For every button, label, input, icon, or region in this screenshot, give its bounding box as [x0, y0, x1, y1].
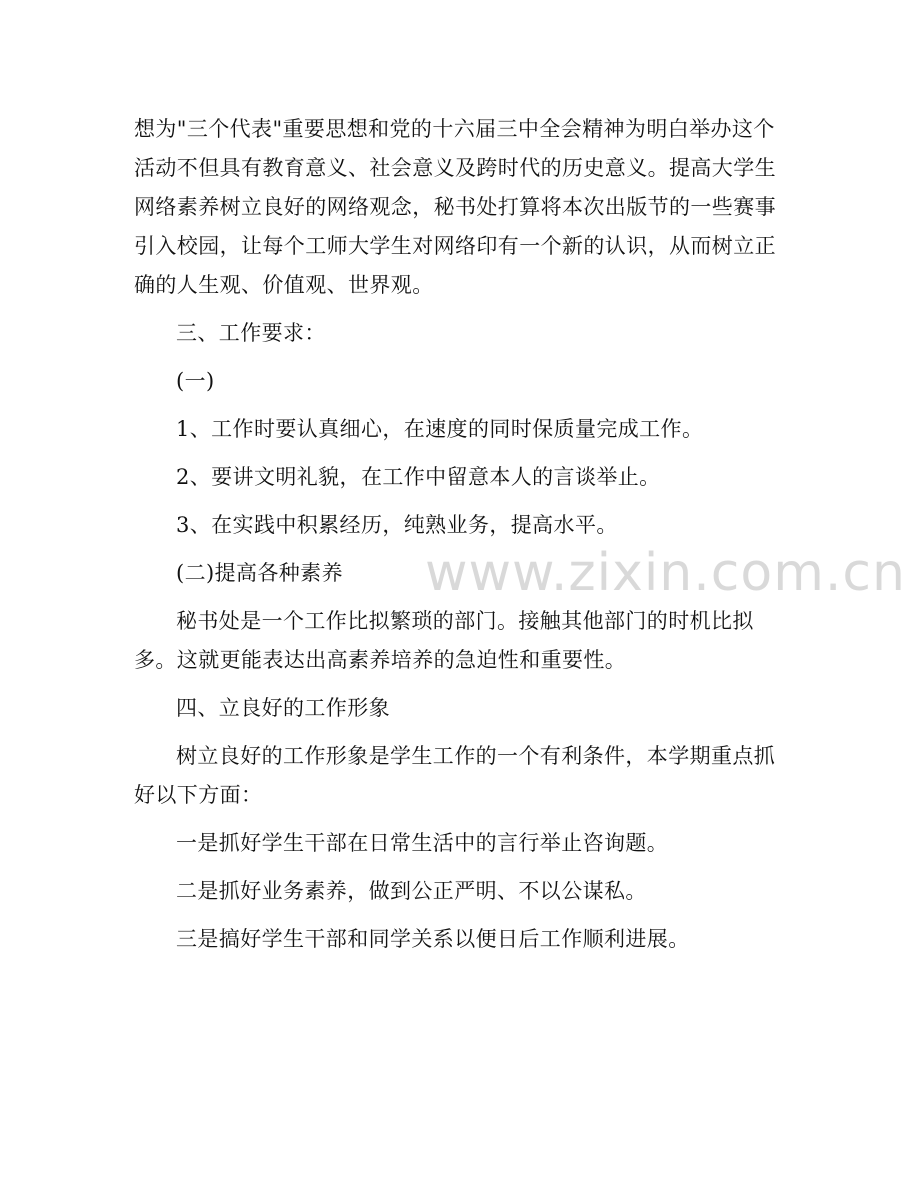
paragraph-work-image: 树立良好的工作形象是学生工作的一个有利条件，本学期重点抓好以下方面：	[134, 744, 776, 807]
document-body	[134, 110, 786, 959]
paragraph-continuation: 想为"三个代表"重要思想和党的十六届三中全会精神为明白举办这个活动不但具有教育意义、社会意义及跨时代的历史意义。提高大学生网络素养树立良好的网络观念，秘书处打算将本次出版节的一些赛事引入校园，让每个工师大学生对网络印有一个新的认识，从而树立正确的人生观、价值观、世界观。	[134, 117, 776, 297]
point-two: 二是抓好业务素养，做到公正严明、不以公谋私。	[176, 879, 647, 903]
list-item-3: 3、在实践中积累经历，纯熟业务，提高水平。	[176, 513, 618, 537]
list-item-1: 1、工作时要认真细心，在速度的同时保质量完成工作。	[176, 417, 704, 441]
point-one: 一是抓好学生干部在日常生活中的言行举止咨询题。	[176, 831, 669, 855]
subheading-two: (二)提高各种素养	[176, 561, 343, 585]
point-three: 三是搞好学生干部和同学关系以便日后工作顺利进展。	[176, 927, 690, 951]
heading-work-image: 四、立良好的工作形象	[176, 696, 390, 720]
watermark-text: www.zixin.com.cn	[425, 543, 906, 603]
heading-work-requirements: 三、工作要求：	[176, 321, 326, 345]
list-item-2: 2、要讲文明礼貌，在工作中留意本人的言谈举止。	[176, 465, 661, 489]
paragraph-secretariat: 秘书处是一个工作比拟繁琐的部门。接触其他部门的时机比拟多。这就更能表达出高素养培养的急迫性和重要性。	[134, 609, 754, 672]
subheading-one: (一)	[176, 369, 215, 393]
